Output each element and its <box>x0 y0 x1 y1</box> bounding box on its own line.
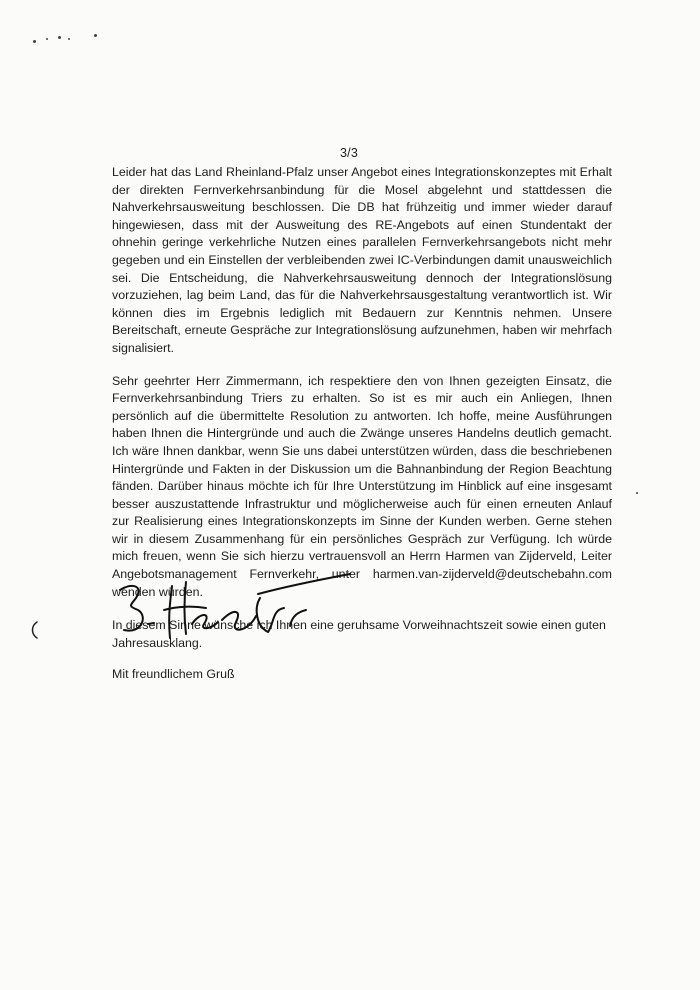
paragraph: Leider hat das Land Rheinland-Pfalz unser Angebot eines Integrationskonzeptes mit Erhalt der direkten Fernverkehrsanbindung für die Mosel abgelehnt und stattdessen die Nahverkehrsausweitung beschlossen. Die DB hat frühzeitig und immer wieder darauf hingewiesen, dass mit der Ausweitung des RE-Angebots auf einen Stundentakt der ohnehin geringe verkehrliche Nutzen eines parallelen Fernverkehrsangebots nicht mehr gegeben und ein Einstellen der verbleibenden zwei IC-Verbindungen damit unausweichlich sei. Die Entscheidung, die Nahverkehrsausweitung dennoch der Integrationslösung vorzuziehen, lag beim Land, das für die Nahverkehrsausgestaltung verantwortlich ist. Wir können dies im Ergebnis lediglich mit Bedauern zur Kenntnis nehmen. Unsere Bereitschaft, erneute Gespräche zur Integrationslösung aufzunehmen, haben wir mehrfach signalisiert. <box>112 165 612 355</box>
scan-speck <box>68 38 70 40</box>
margin-bracket-mark <box>28 620 40 640</box>
scan-speck <box>58 36 61 39</box>
scan-speck <box>636 492 638 494</box>
scan-speck <box>94 34 97 37</box>
paragraph: In diesem Sinne wünsche ich Ihnen eine geruhsame Vorweihnachtszeit sowie einen guten Jahresausklang. <box>112 618 606 650</box>
closing-salutation: Mit freundlichem Gruß <box>112 667 235 682</box>
scan-speck <box>46 38 48 40</box>
paragraph: Sehr geehrter Herr Zimmermann, ich respektiere den von Ihnen gezeigten Einsatz, die Fernverkehrsanbindung Triers zu erhalten. So ist es mir auch ein Anliegen, Ihnen persönlich auf die übermittelte Resolution zu antworten. Ich hoffe, meine Ausführungen haben Ihnen die Hintergründe und auch die Zwänge unseres Handelns deutlich gemacht. Ich wäre Ihnen dankbar, wenn Sie uns dabei unterstützen würden, dass die beschriebenen Hintergründe und Fakten in der Diskussion um die Bahnanbindung der Region Beachtung fänden. Darüber hinaus möchte ich für Ihre Unterstützung im Hinblick auf eine insgesamt besser auszustattende Infrastruktur und möglicherweise auch für einen erneuten Anlauf zur Realisierung eines Integrationskonzepts im Sinne der Kunden werben. Gerne stehen wir in diesem Zusammenhang für ein persönliches Gespräch zur Verfügung. Ich würde mich freuen, wenn Sie sich hierzu vertrauensvoll an Herrn Harmen van Zijderveld, Leiter Angebotsmanagement Fernverkehr, unter harmen.van-zijderveld@deutschebahn.com wenden würden. <box>112 373 612 599</box>
scan-speck <box>33 40 36 43</box>
handwritten-signature <box>108 568 358 648</box>
page-number: 3/3 <box>340 146 358 160</box>
